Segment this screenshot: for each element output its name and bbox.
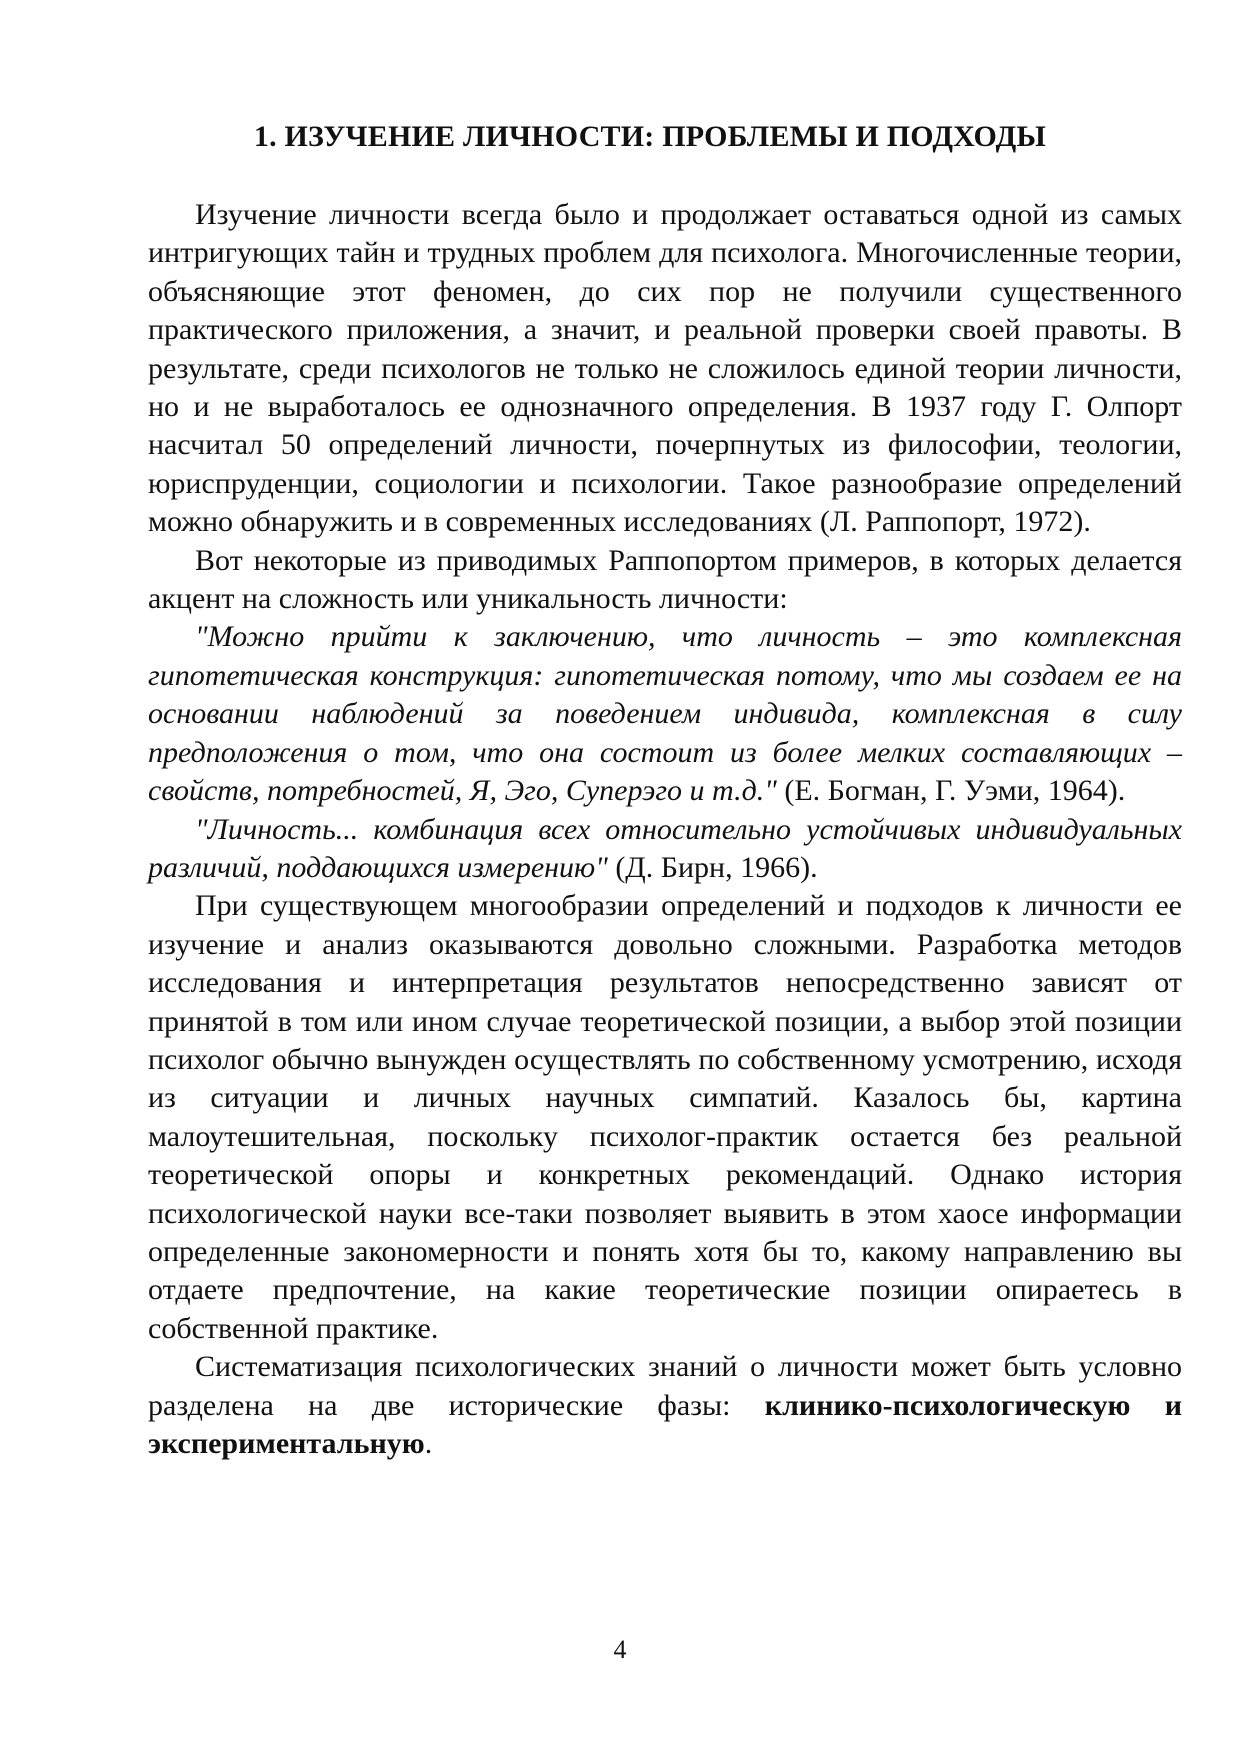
quote-bogman-text: "Можно прийти к заключению, что личность – это комплексная гипотетическая конструкция: гипотетическая потому, что мы создаем ее на основании наблюдений за поведением индивида, комплексная в силу предположения о том, что она состоит из более мелких составляющих – свойств, потребностей, Я, Эго, Суперэго и т.д." (148, 620, 1182, 808)
paragraph-systematization (148, 1348, 1182, 1463)
quote-byrne (148, 811, 1182, 888)
systematization-end: . (424, 1427, 433, 1460)
systematization-phases: клинико-психологическую и экспериментальную (148, 1388, 1182, 1460)
body-text (148, 196, 1182, 1463)
systematization-text: Систематизация психологических знаний о личности может быть условно разделена на две исторические фазы: (148, 1350, 1182, 1422)
paragraph-examples-lead: Вот некоторые из приводимых Раппопортом примеров, в которых делается акцент на сложность или уникальность личности: (148, 543, 1182, 616)
paragraph-intro: Изучение личности всегда было и продолжает оставаться одной из самых интригующих тайн и трудных проблем для психолога. Многочисленные теории, объясняющие этот феномен, до сих пор не получили существенного практического приложения, а значит, и реальной проверки своей правоты. В результате, среди психологов не только не сложилось единой теории личности, но и не выработалось ее однозначного определения. В 1937 году Г. Олпорт насчитал 50 определений личности, почерпнутых из философии, теологии, юриспруденции, социологии и психологии. Такое разнообразие определений можно обнаружить и в современных исследованиях (Л. Раппопорт, 1972). (148, 198, 1182, 539)
section-heading: 1. ИЗУЧЕНИЕ ЛИЧНОСТИ: ПРОБЛЕМЫ И ПОДХОДЫ (253, 120, 1047, 153)
page-number: 4 (613, 1635, 627, 1664)
quote-bogman (148, 618, 1182, 810)
quote-byrne-text: "Личность... комбинация всех относительно устойчивых индивидуальных различий, поддающихся измерению" (148, 812, 1182, 884)
quote-bogman-source: (Е. Богман, Г. Уэми, 1964). (776, 774, 1126, 808)
quote-byrne-source: (Д. Бирн, 1966). (607, 850, 818, 884)
paragraph-analysis: При существующем многообразии определений и подходов к личности ее изучение и анализ оказываются довольно сложными. Разработка методов исследования и интерпретация результатов непосредственно зависят от принятой в том или ином случае теоретической позиции, а выбор этой позиции психолог обычно вынужден осуществлять по собственному усмотрению, исходя из ситуации и личных научных симпатий. Казалось бы, картина малоутешительная, поскольку психолог-практик остается без реальной теоретической опоры и конкретных рекомендаций. Однако история психологической науки все-таки позволяет выявить в этом хаосе информации определенные закономерности и понять хотя бы то, какому направлению вы отдаете предпочтение, на какие теоретические позиции опираетесь в собственной практике. (148, 889, 1182, 1345)
